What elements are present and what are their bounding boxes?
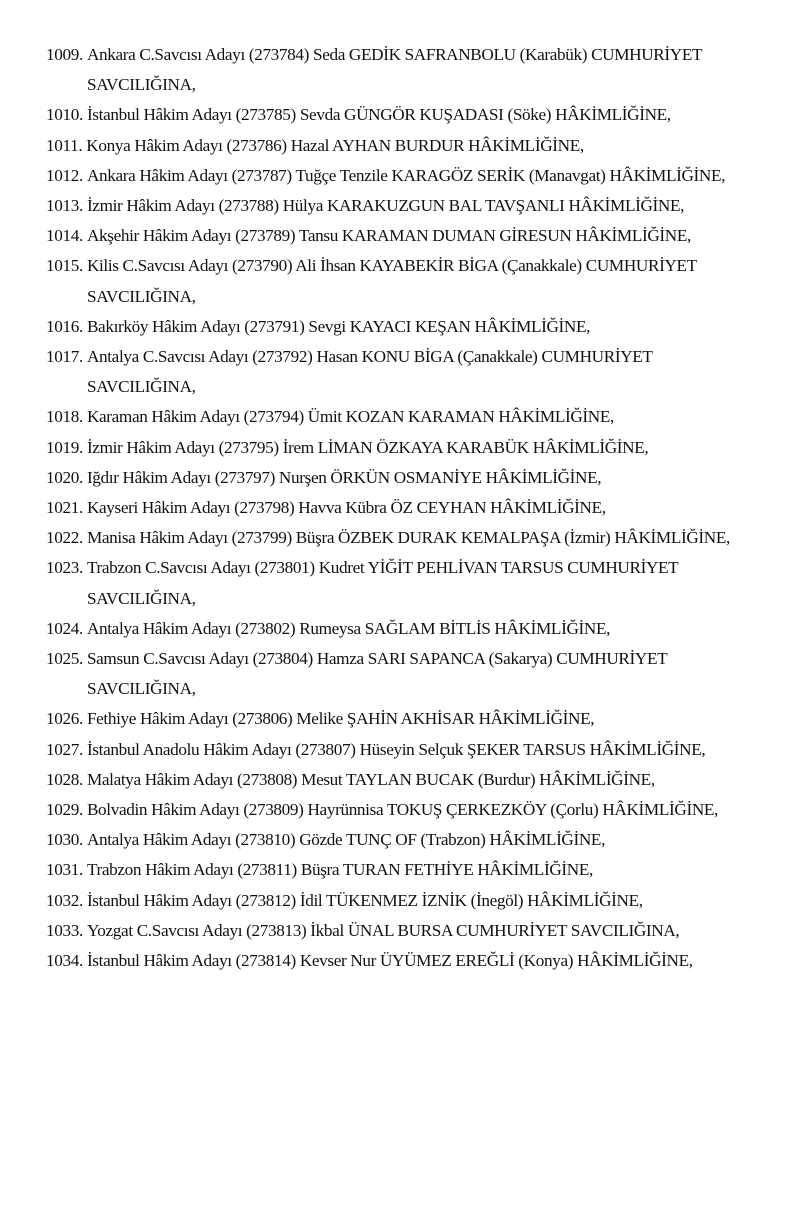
entry-number: 1029. bbox=[46, 800, 83, 820]
entry-line bbox=[46, 946, 786, 976]
entry-number: 1010. bbox=[46, 105, 83, 125]
list-item bbox=[46, 553, 786, 613]
entry-number: 1032. bbox=[46, 890, 83, 910]
entry-number: 1013. bbox=[46, 196, 83, 216]
list-item bbox=[46, 735, 786, 765]
entry-text: İzmir Hâkim Adayı (273788) Hülya KARAKUZGUN BAL TAVŞANLI HÂKİMLİĞİNE, bbox=[86, 196, 685, 216]
entry-text: Samsun C.Savcısı Adayı (273804) Hamza SARI SAPANCA (Sakarya) CUMHURİYET bbox=[86, 649, 668, 669]
entry-continuation: SAVCILIĞINA, bbox=[87, 679, 196, 699]
entry-text: İstanbul Hâkim Adayı (273814) Kevser Nur ÜYÜMEZ EREĞLİ (Konya) HÂKİMLİĞİNE, bbox=[86, 951, 693, 971]
entry-text: Antalya Hâkim Adayı (273802) Rumeysa SAĞLAM BİTLİS HÂKİMLİĞİNE, bbox=[86, 618, 611, 638]
entry-line bbox=[46, 433, 786, 463]
list-item bbox=[46, 251, 786, 311]
entry-number: 1020. bbox=[46, 467, 83, 487]
list-item bbox=[46, 221, 786, 251]
entry-text: Konya Hâkim Adayı (273786) Hazal AYHAN BURDUR HÂKİMLİĞİNE, bbox=[86, 135, 584, 155]
entry-number: 1019. bbox=[46, 437, 83, 457]
entry-text: Antalya Hâkim Adayı (273810) Gözde TUNÇ OF (Trabzon) HÂKİMLİĞİNE, bbox=[86, 830, 606, 850]
list-item bbox=[46, 433, 786, 463]
list-item bbox=[46, 312, 786, 342]
list-item bbox=[46, 523, 786, 553]
appointment-list bbox=[46, 40, 786, 976]
entry-line bbox=[46, 644, 786, 674]
entry-number: 1012. bbox=[46, 165, 83, 185]
entry-line bbox=[46, 735, 786, 765]
entry-line bbox=[46, 161, 786, 191]
entry-line bbox=[46, 523, 786, 553]
entry-number: 1009. bbox=[46, 45, 83, 64]
entry-text: İstanbul Hâkim Adayı (273812) İdil TÜKENMEZ İZNİK (İnegöl) HÂKİMLİĞİNE, bbox=[86, 890, 643, 910]
entry-text: Akşehir Hâkim Adayı (273789) Tansu KARAMAN DUMAN GİRESUN HÂKİMLİĞİNE, bbox=[86, 226, 691, 246]
entry-text: İzmir Hâkim Adayı (273795) İrem LİMAN ÖZKAYA KARABÜK HÂKİMLİĞİNE, bbox=[86, 437, 649, 457]
entry-text: Ankara Hâkim Adayı (273787) Tuğçe Tenzile KARAGÖZ SERİK (Manavgat) HÂKİMLİĞİNE, bbox=[86, 165, 726, 185]
list-item bbox=[46, 493, 786, 523]
list-item bbox=[46, 191, 786, 221]
entry-line bbox=[46, 916, 786, 946]
entry-continuation: SAVCILIĞINA, bbox=[87, 377, 196, 397]
entry-line bbox=[46, 463, 786, 493]
list-item bbox=[46, 40, 786, 100]
entry-number: 1023. bbox=[46, 558, 83, 578]
entry-text: Bolvadin Hâkim Adayı (273809) Hayrünnisa TOKUŞ ÇERKEZKÖY (Çorlu) HÂKİMLİĞİNE, bbox=[86, 800, 718, 820]
entry-number: 1024. bbox=[46, 618, 83, 638]
entry-text: Kayseri Hâkim Adayı (273798) Havva Kübra ÖZ CEYHAN HÂKİMLİĞİNE, bbox=[86, 498, 606, 518]
list-item bbox=[46, 704, 786, 734]
entry-line bbox=[46, 251, 786, 281]
entry-number: 1027. bbox=[46, 739, 83, 759]
entry-continuation: SAVCILIĞINA, bbox=[87, 286, 196, 306]
entry-number: 1031. bbox=[46, 860, 83, 880]
list-item bbox=[46, 463, 786, 493]
entry-line bbox=[46, 402, 786, 432]
entry-number: 1034. bbox=[46, 951, 83, 971]
entry-text: Manisa Hâkim Adayı (273799) Büşra ÖZBEK DURAK KEMALPAŞA (İzmir) HÂKİMLİĞİNE, bbox=[86, 528, 730, 548]
list-item bbox=[46, 855, 786, 885]
list-item bbox=[46, 765, 786, 795]
list-item bbox=[46, 342, 786, 402]
entry-text: Fethiye Hâkim Adayı (273806) Melike ŞAHİN AKHİSAR HÂKİMLİĞİNE, bbox=[86, 709, 595, 729]
entry-number: 1021. bbox=[46, 498, 83, 518]
entry-number: 1015. bbox=[46, 256, 83, 276]
entry-number: 1028. bbox=[46, 769, 83, 789]
list-item bbox=[46, 946, 786, 976]
entry-text: Bakırköy Hâkim Adayı (273791) Sevgi KAYACI KEŞAN HÂKİMLİĞİNE, bbox=[86, 316, 591, 336]
entry-line bbox=[46, 40, 786, 70]
entry-text: Antalya C.Savcısı Adayı (273792) Hasan KONU BİGA (Çanakkale) CUMHURİYET bbox=[86, 347, 653, 367]
list-item bbox=[46, 886, 786, 916]
entry-text: Yozgat C.Savcısı Adayı (273813) İkbal ÜNAL BURSA CUMHURİYET SAVCILIĞINA, bbox=[86, 920, 680, 940]
entry-line bbox=[46, 131, 786, 161]
entry-text: Kilis C.Savcısı Adayı (273790) Ali İhsan KAYABEKİR BİGA (Çanakkale) CUMHURİYET bbox=[86, 256, 697, 276]
entry-number: 1030. bbox=[46, 830, 83, 850]
entry-line bbox=[46, 886, 786, 916]
entry-number: 1025. bbox=[46, 649, 83, 669]
entry-line bbox=[46, 191, 786, 221]
list-item bbox=[46, 614, 786, 644]
entry-line bbox=[46, 493, 786, 523]
entry-number: 1014. bbox=[46, 226, 83, 246]
entry-line bbox=[46, 704, 786, 734]
entry-number: 1018. bbox=[46, 407, 83, 427]
entry-line bbox=[46, 855, 786, 885]
list-item bbox=[46, 100, 786, 130]
entry-line bbox=[46, 765, 786, 795]
entry-number: 1022. bbox=[46, 528, 83, 548]
entry-number: 1016. bbox=[46, 316, 83, 336]
entry-text: Iğdır Hâkim Adayı (273797) Nurşen ÖRKÜN OSMANİYE HÂKİMLİĞİNE, bbox=[86, 467, 602, 487]
entry-line bbox=[46, 614, 786, 644]
entry-text: Trabzon C.Savcısı Adayı (273801) Kudret YİĞİT PEHLİVAN TARSUS CUMHURİYET bbox=[86, 558, 679, 578]
list-item bbox=[46, 795, 786, 825]
entry-number: 1017. bbox=[46, 347, 83, 367]
entry-number: 1026. bbox=[46, 709, 83, 729]
list-item bbox=[46, 402, 786, 432]
entry-line bbox=[46, 100, 786, 130]
entry-number: 1011. bbox=[46, 135, 83, 155]
entry-line bbox=[46, 312, 786, 342]
entry-text: İstanbul Hâkim Adayı (273785) Sevda GÜNGÖR KUŞADASI (Söke) HÂKİMLİĞİNE, bbox=[86, 105, 671, 125]
entry-text: Trabzon Hâkim Adayı (273811) Büşra TURAN FETHİYE HÂKİMLİĞİNE, bbox=[86, 860, 593, 880]
entry-text: Ankara C.Savcısı Adayı (273784) Seda GEDİK SAFRANBOLU (Karabük) CUMHURİYET bbox=[86, 45, 703, 64]
entry-line bbox=[46, 221, 786, 251]
entry-text: Malatya Hâkim Adayı (273808) Mesut TAYLAN BUCAK (Burdur) HÂKİMLİĞİNE, bbox=[86, 769, 655, 789]
entry-line bbox=[46, 342, 786, 372]
list-item bbox=[46, 644, 786, 704]
list-item bbox=[46, 161, 786, 191]
entry-line bbox=[46, 795, 786, 825]
entry-text: İstanbul Anadolu Hâkim Adayı (273807) Hüseyin Selçuk ŞEKER TARSUS HÂKİMLİĞİNE, bbox=[86, 739, 706, 759]
list-item bbox=[46, 131, 786, 161]
entry-continuation: SAVCILIĞINA, bbox=[87, 75, 196, 95]
entry-line bbox=[46, 553, 786, 583]
entry-number: 1033. bbox=[46, 920, 83, 940]
list-item bbox=[46, 916, 786, 946]
entry-line bbox=[46, 825, 786, 855]
entry-text: Karaman Hâkim Adayı (273794) Ümit KOZAN KARAMAN HÂKİMLİĞİNE, bbox=[86, 407, 614, 427]
entry-continuation: SAVCILIĞINA, bbox=[87, 588, 196, 608]
list-item bbox=[46, 825, 786, 855]
